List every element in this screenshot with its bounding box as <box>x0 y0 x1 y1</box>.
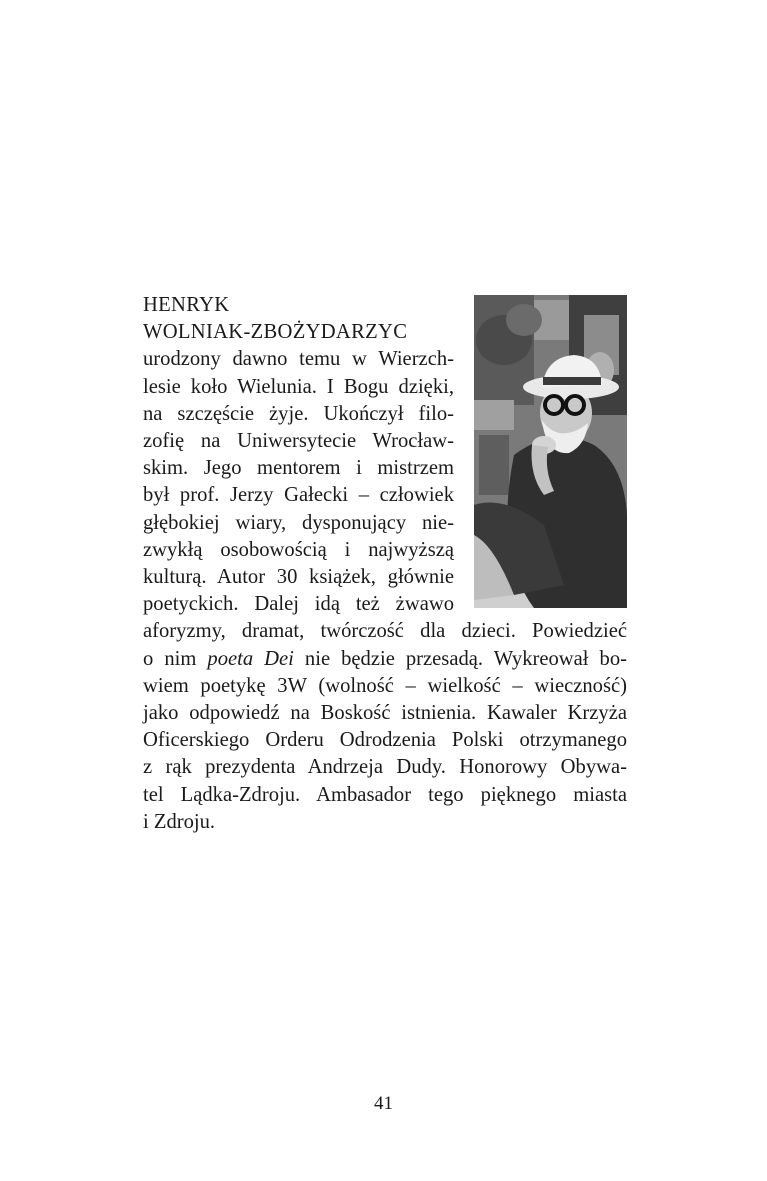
bio-line: i Zdroju. <box>143 810 216 833</box>
author-bio <box>143 292 627 836</box>
bio-line: kulturą. Autor 30 książek, głównie <box>143 566 454 589</box>
bio-text: o nim <box>143 647 208 670</box>
bio-line: zofię na Uniwersytecie Wrocław- <box>143 430 454 453</box>
bio-line: aforyzmy, dramat, twórczość dla dzieci. Powiedzieć <box>143 620 627 643</box>
bio-line: wiem poetykę 3W (wolność – wielkość – wieczność) <box>143 674 627 697</box>
bio-line: zwykłą osobowością i najwyższą <box>143 538 454 561</box>
page-number: 41 <box>374 1093 393 1114</box>
bio-line: jako odpowiedź na Boskość istnienia. Kawaler Krzyża <box>143 702 627 725</box>
bio-line: Oficerskiego Orderu Odrodzenia Polski otrzymanego <box>143 729 627 752</box>
bio-line: głębokiej wiary, dysponujący nie- <box>143 511 454 534</box>
bio-line: był prof. Jerzy Gałecki – człowiek <box>143 484 454 507</box>
bio-line-with-italic <box>143 646 627 673</box>
author-last-name: WOLNIAK-ZBOŻYDARZYC <box>143 321 408 344</box>
bio-line: na szczęście żyje. Ukończył filo- <box>143 402 454 425</box>
author-portrait-image <box>474 295 627 608</box>
bio-line: urodzony dawno temu w Wierzch- <box>143 348 454 371</box>
bio-line: poetyckich. Dalej idą też żwawo <box>143 593 454 616</box>
bio-line: tel Lądka-Zdroju. Ambasador tego pięknego miasta <box>143 783 627 806</box>
bio-line: lesie koło Wielunia. I Bogu dzięki, <box>143 375 454 398</box>
author-first-name: HENRYK <box>143 294 230 316</box>
bio-text: nie będzie przesadą. Wykreował bo- <box>293 647 627 670</box>
author-photo <box>474 295 627 608</box>
bio-line: skim. Jego mentorem i mistrzem <box>143 457 454 480</box>
bio-italic-phrase: poeta Dei <box>207 647 294 670</box>
bio-line: z rąk prezydenta Andrzeja Dudy. Honorowy Obywa- <box>143 756 627 779</box>
